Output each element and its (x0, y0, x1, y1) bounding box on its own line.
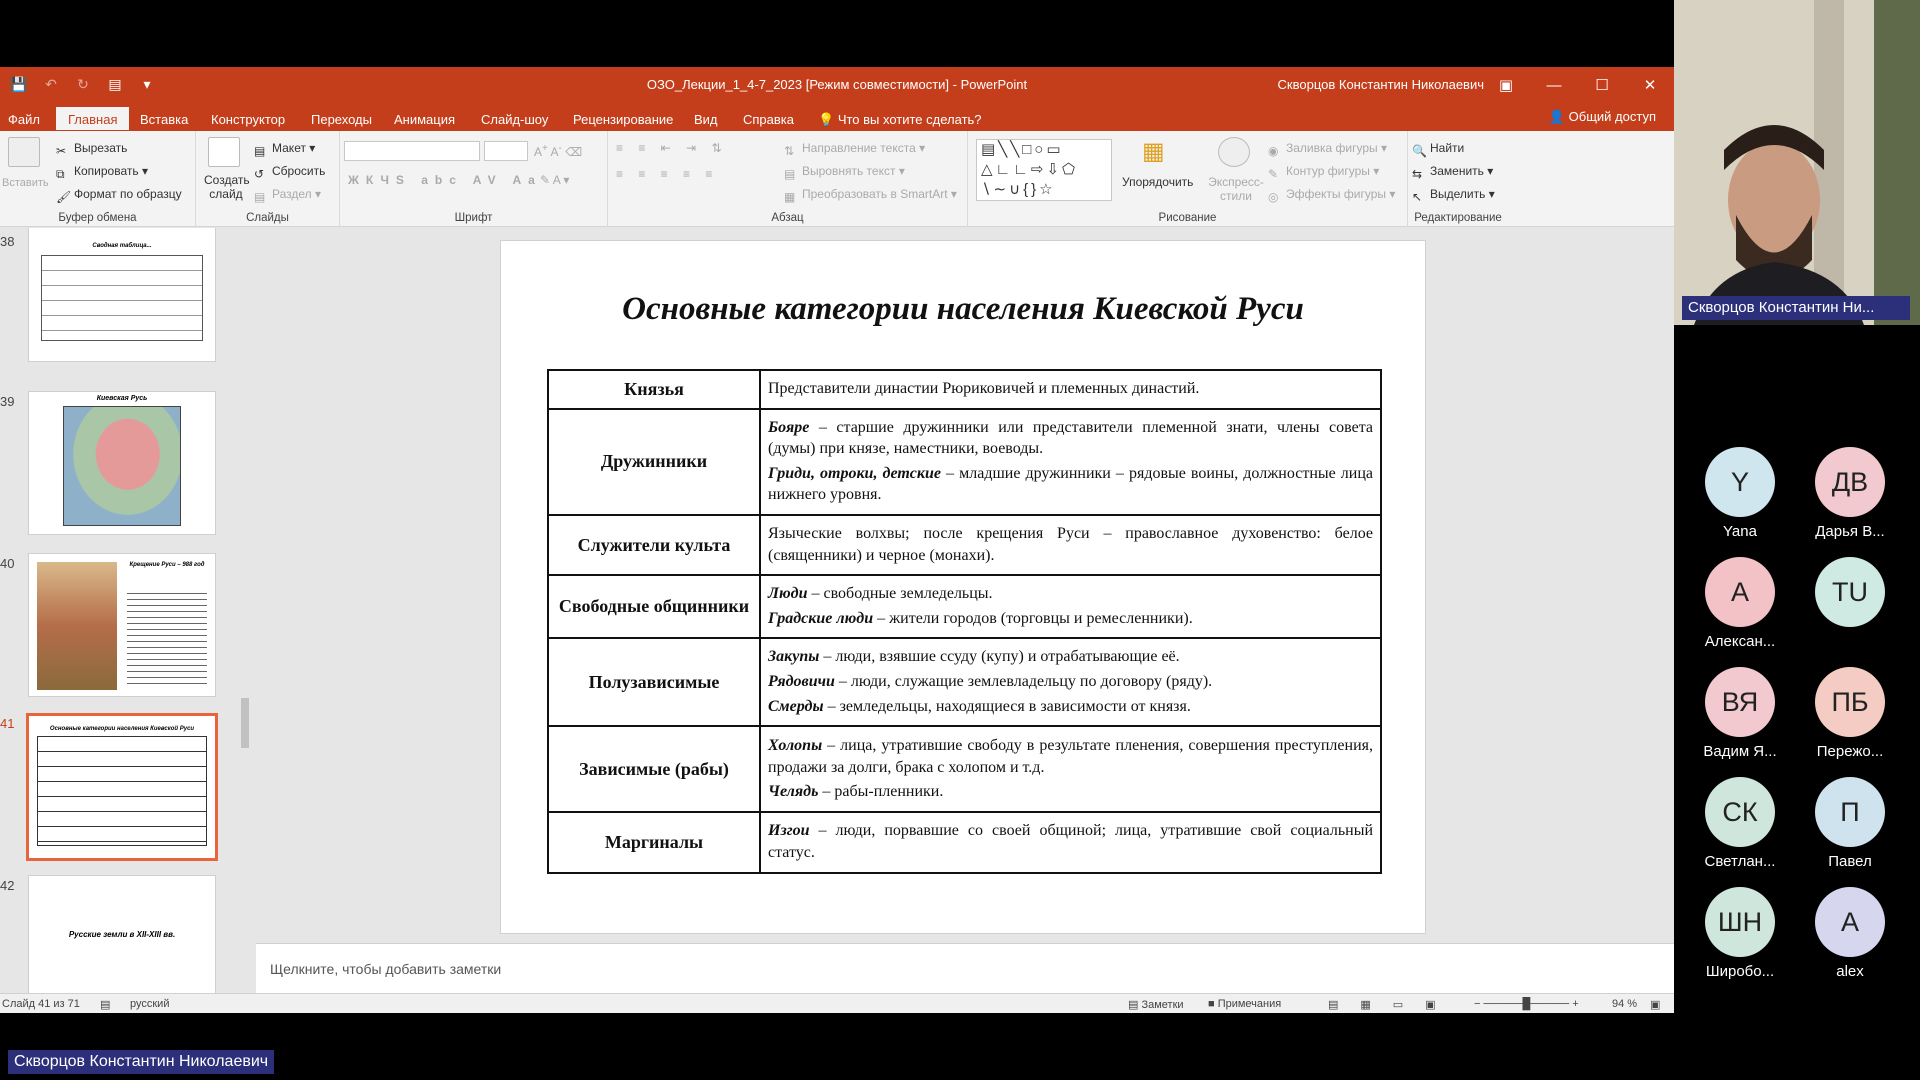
speaker-video-frame (1674, 0, 1920, 325)
participant-name: Вадим Я... (1703, 743, 1777, 760)
tab-file[interactable]: Файл (8, 112, 40, 127)
new-slide-button[interactable]: Создать слайд (204, 173, 250, 202)
definition: Представители династии Рюриковичей и племенных династий. (768, 380, 1200, 397)
slides-group (196, 131, 340, 227)
cut-button[interactable] (56, 141, 127, 158)
participant-tile[interactable] (1685, 557, 1795, 650)
term: Изгои (768, 822, 810, 840)
replace-label: Заменить (1430, 164, 1484, 178)
slide-thumbnail-41-selected[interactable] (26, 713, 218, 861)
category-cell: Маргиналы (548, 812, 760, 872)
arrange-icon: ▦ (1142, 138, 1165, 165)
section-icon: ▤ (254, 190, 266, 204)
tell-me-search[interactable] (818, 108, 982, 131)
smartart-label: Преобразовать в SmartArt (802, 187, 948, 201)
definition: – лица, утратившие свободу в результате пленения, совершения преступления, продажи за долги, брака с холопом и т.д. (768, 736, 1373, 776)
shape-effects-label: Эффекты фигуры (1286, 187, 1387, 201)
search-icon: 🔍 (1412, 144, 1427, 158)
avatar: ДВ (1815, 447, 1885, 517)
lightbulb-icon: 💡 (818, 112, 835, 127)
spellcheck-icon[interactable]: ▤ (100, 999, 111, 1011)
category-cell: Свободные общинники (548, 575, 760, 638)
align-text-label: Выровнять текст (802, 164, 896, 178)
participant-name: alex (1836, 963, 1864, 980)
effects-icon: ◎ (1268, 190, 1279, 204)
avatar: А (1705, 557, 1775, 627)
account-name[interactable]: Скворцов Константин Николаевич (1277, 77, 1484, 92)
participant-tile[interactable] (1685, 777, 1795, 870)
thumbnail-map (63, 406, 181, 526)
description-line (768, 583, 1373, 605)
participant-name: Павел (1828, 853, 1872, 870)
slide-thumbnail-40[interactable] (28, 553, 216, 697)
arrange-button[interactable]: Упорядочить (1122, 175, 1194, 189)
scissors-icon: ✂ (56, 144, 67, 158)
thumbnail-title: Русские земли в XII-XIII вв. (68, 930, 176, 939)
participant-tile[interactable] (1795, 557, 1905, 633)
maximize-button[interactable]: ☐ (1595, 77, 1609, 94)
drawing-group (968, 131, 1408, 227)
table-row (548, 812, 1381, 872)
avatar: A (1815, 887, 1885, 957)
description-cell (760, 638, 1381, 726)
copy-button[interactable]: ⧉ Копировать ▾ (56, 164, 148, 181)
paste-icon[interactable] (8, 137, 40, 167)
copy-label: Копировать (74, 164, 139, 178)
avatar: СК (1705, 777, 1775, 847)
table-row (548, 370, 1381, 409)
definition: – жители городов (торговцы и ремесленники). (873, 609, 1193, 627)
description-line (768, 735, 1373, 778)
term: Градские люди (768, 609, 874, 627)
avatar: ВЯ (1705, 667, 1775, 737)
participant-tile[interactable] (1685, 667, 1795, 760)
description-line (768, 820, 1373, 863)
pen-icon: ✎ (1268, 167, 1279, 181)
definition: Языческие волхвы; после крещения Руси – православное духовенство: белое (священники) и черное (монахи). (768, 524, 1373, 564)
paste-button[interactable]: Вставить (2, 177, 49, 189)
participant-name: Широбо... (1705, 963, 1775, 980)
definition: – люди, взявшие ссуду (купу) и отрабатывающие её. (819, 648, 1180, 666)
avatar: TU (1815, 557, 1885, 627)
person-icon: 👤 (1548, 109, 1566, 124)
slide-title[interactable]: Основные категории населения Киевской Руси (622, 291, 1304, 327)
find-label: Найти (1430, 141, 1465, 155)
select-label: Выделить (1430, 187, 1486, 201)
participant-tile[interactable] (1795, 777, 1905, 870)
section-label: Раздел (272, 187, 312, 201)
participant-name: Пережо... (1816, 743, 1884, 760)
shape-effects-button[interactable]: ◎ Эффекты фигуры ▾ (1268, 187, 1396, 204)
zoom-level[interactable]: 94 % (1612, 998, 1638, 1010)
copy-icon: ⧉ (56, 167, 65, 181)
definition: – старшие дружинники или представители племенной знати, члены совета (думы) при князе, наместники, воеводы. (768, 418, 1373, 458)
shape-fill-button[interactable]: ◉ Заливка фигуры ▾ (1268, 141, 1387, 158)
text-direction-button[interactable]: ⇅ Направление текста ▾ (784, 141, 926, 158)
term: Гриди, отроки, детские (768, 464, 941, 482)
term: Челядь (768, 783, 819, 801)
clipboard-group (0, 131, 196, 227)
slide-thumbnails-pane (0, 228, 250, 993)
shape-outline-button[interactable]: ✎ Контур фигуры ▾ (1268, 164, 1380, 181)
shape-outline-label: Контур фигуры (1286, 164, 1370, 178)
term: Люди (768, 585, 808, 603)
language-indicator[interactable]: русский (130, 998, 170, 1010)
shape-fill-label: Заливка фигуры (1286, 141, 1378, 155)
thumbnail-title: Киевская Русь (96, 395, 148, 402)
avatar: П (1815, 777, 1885, 847)
quick-styles-icon (1218, 137, 1250, 167)
description-cell (760, 515, 1381, 575)
slide-thumbnail-39[interactable] (28, 391, 216, 535)
ribbon-tabs (0, 103, 1674, 131)
shapes-gallery[interactable]: ▤╲╲□○▭ △∟∟⇨⇩⬠ ∖∼∪{}☆ (976, 139, 1112, 201)
participant-tile[interactable] (1795, 447, 1905, 540)
format-painter-label: Формат по образцу (74, 187, 182, 201)
reset-label: Сбросить (272, 164, 326, 178)
reset-icon: ↺ (254, 167, 265, 181)
participant-name: Yana (1723, 523, 1757, 540)
description-cell (760, 370, 1381, 409)
notes-toggle[interactable]: ▤ Заметки (1128, 999, 1184, 1011)
table-row (548, 638, 1381, 726)
document-title: ОЗО_Лекции_1_4-7_2023 [Режим совместимости] - PowerPoint (646, 77, 1028, 92)
description-line (768, 781, 1373, 803)
tab-design[interactable]: Конструктор (211, 112, 286, 127)
presenter-name-label: Скворцов Константин Николаевич (8, 1050, 274, 1074)
comments-toggle[interactable]: ■ Примечания (1208, 998, 1282, 1010)
undo-icon[interactable]: ↶ (45, 75, 57, 92)
thumbnail-title: Сводная таблица... (92, 243, 152, 249)
text-direction-icon: ⇅ (784, 144, 795, 158)
replace-button[interactable]: ⇆ Заменить ▾ (1412, 164, 1494, 181)
description-line (768, 378, 1373, 400)
font-size-controls[interactable]: A+ A- ⌫ (534, 143, 583, 159)
fit-to-window-icon[interactable]: ▣ (1650, 999, 1661, 1011)
definition: – младшие дружинники – рядовые воины, должностные лица нижнего уровня. (768, 464, 1373, 504)
smartart-icon: ▦ (784, 190, 796, 204)
thumbnail-number: 42 (0, 878, 15, 893)
format-painter-button[interactable] (56, 187, 182, 204)
table-row (548, 515, 1381, 575)
slide-thumbnail-38[interactable] (28, 228, 216, 362)
slide-editing-area (256, 228, 1674, 943)
ribbon (0, 131, 1674, 227)
redo-icon[interactable]: ↻ (77, 75, 89, 92)
category-cell: Зависимые (рабы) (548, 726, 760, 812)
ribbon-display-options-icon[interactable]: ▣ (1498, 77, 1514, 94)
save-icon[interactable]: 💾 (10, 75, 28, 92)
term: Рядовичи (768, 673, 835, 691)
status-bar (0, 993, 1674, 1013)
participant-tile[interactable] (1685, 447, 1795, 540)
align-text-button[interactable]: ▤ Выровнять текст ▾ (784, 164, 905, 181)
definition: – люди, служащие землевладельцу по договору (ряду). (834, 673, 1213, 691)
avatar: ШН (1705, 887, 1775, 957)
new-slide-icon[interactable] (208, 137, 240, 167)
close-button[interactable]: ✕ (1643, 77, 1657, 94)
tell-me-label: Что вы хотите сделать? (837, 112, 982, 127)
clipboard-group-label: Буфер обмена (58, 212, 137, 224)
replace-icon: ⇆ (1412, 167, 1423, 181)
thumbnail-bullets (127, 588, 207, 684)
font-group-label: Шрифт (454, 212, 493, 224)
zoom-slider[interactable]: − ─────█───── + (1474, 998, 1579, 1010)
table-row (548, 575, 1381, 638)
participant-tile[interactable] (1685, 887, 1795, 980)
thumbnail-table (37, 736, 207, 846)
category-cell: Князья (548, 370, 760, 409)
avatar: ПБ (1815, 667, 1885, 737)
category-cell: Полузависимые (548, 638, 760, 726)
description-line (768, 417, 1373, 460)
thumbnail-number: 39 (0, 394, 15, 409)
description-line (768, 696, 1373, 718)
customize-qat-icon[interactable]: ▾ (143, 75, 151, 92)
minimize-button[interactable]: — (1546, 76, 1562, 94)
layout-icon: ▤ (254, 144, 266, 158)
cursor-icon: ↖ (1412, 190, 1423, 204)
description-line (768, 523, 1373, 566)
paragraph-group (608, 131, 968, 227)
category-cell: Дружинники (548, 409, 760, 515)
window-controls (1482, 67, 1674, 103)
term: Закупы (768, 648, 820, 666)
align-buttons[interactable]: ≡ ≡ ≡ ≡ ≡ (616, 167, 719, 181)
font-group (340, 131, 608, 227)
description-cell (760, 575, 1381, 638)
speaker-name-label: Скворцов Константин Ни... (1682, 296, 1910, 320)
term: Бояре (768, 418, 810, 436)
description-cell (760, 409, 1381, 515)
description-line (768, 671, 1373, 693)
participant-name: Светлан... (1704, 853, 1776, 870)
definition: – свободные земледельцы. (807, 585, 993, 603)
tab-help[interactable]: Справка (743, 112, 794, 127)
category-cell: Служители культа (548, 515, 760, 575)
comments-toggle-label: Примечания (1217, 998, 1282, 1010)
thumbnail-table (41, 255, 203, 341)
tab-slideshow[interactable]: Слайд-шоу (481, 112, 549, 127)
participant-name: Дарья В... (1815, 523, 1885, 540)
paint-bucket-icon: ◉ (1268, 144, 1279, 158)
thumbnail-number: 38 (0, 234, 15, 249)
paragraph-group-label: Абзац (771, 212, 804, 224)
thumbnail-title: Крещение Руси – 988 год (129, 562, 205, 568)
definition: – люди, порвавшие со своей общиной; лица, утратившие свой социальный статус. (768, 822, 1373, 861)
view-buttons[interactable]: ▤▦▭▣ (1328, 999, 1458, 1011)
table-row (548, 726, 1381, 812)
slides-group-label: Слайды (246, 212, 289, 224)
layout-label: Макет (272, 141, 306, 155)
tab-home[interactable]: Главная (56, 107, 129, 130)
definition: – рабы-пленники. (818, 783, 944, 801)
thumbnail-title: Основные категории населения Киевской Руси (49, 726, 195, 732)
slide-thumbnail-42[interactable] (28, 875, 216, 993)
quick-styles-button[interactable]: Экспресс-стили (1208, 175, 1264, 204)
scrollbar-thumb[interactable] (241, 698, 249, 748)
drawing-group-label: Рисование (1158, 212, 1217, 224)
thumbnails-scrollbar[interactable] (238, 228, 252, 993)
find-button[interactable] (1412, 141, 1464, 158)
share-button[interactable] (1549, 109, 1656, 125)
tab-view[interactable]: Вид (694, 112, 718, 127)
tab-transitions[interactable]: Переходы (311, 112, 372, 127)
text-direction-label: Направление текста (802, 141, 916, 155)
description-line (768, 608, 1373, 630)
tab-insert[interactable]: Вставка (140, 112, 189, 127)
notes-pane[interactable] (256, 943, 1674, 993)
participant-tile[interactable] (1795, 887, 1905, 980)
smartart-button[interactable]: ▦ Преобразовать в SmartArt ▾ (784, 187, 957, 204)
title-bar (0, 67, 1674, 103)
description-cell (760, 726, 1381, 812)
notes-toggle-label: Заметки (1141, 999, 1184, 1011)
section-button[interactable]: ▤ Раздел ▾ (254, 187, 322, 204)
reset-button[interactable] (254, 164, 325, 181)
table-row (548, 409, 1381, 515)
font-style-buttons[interactable]: ЖКЧS abc AV Aa (348, 173, 542, 187)
participant-name: Алексан... (1704, 633, 1776, 650)
description-line (768, 463, 1373, 506)
term: Холопы (768, 736, 823, 754)
editing-group (1408, 131, 1508, 227)
term: Смерды (768, 697, 824, 715)
definition: – земледельцы, находящиеся в зависимости от князя. (823, 697, 1191, 715)
thumbnail-icon-image (37, 562, 117, 690)
font-color-buttons[interactable]: ✎ A ▾ (540, 173, 570, 187)
description-line (768, 646, 1373, 668)
avatar: Y (1705, 447, 1775, 517)
powerpoint-window (0, 67, 1674, 1013)
population-categories-table[interactable] (547, 369, 1382, 874)
layout-button[interactable]: ▤ Макет ▾ (254, 141, 316, 158)
slide[interactable] (500, 240, 1426, 934)
editing-group-label: Редактирование (1414, 212, 1502, 224)
participant-tile[interactable] (1795, 667, 1905, 760)
align-text-icon: ▤ (784, 167, 796, 181)
tab-animations[interactable]: Анимация (394, 112, 456, 127)
cut-label: Вырезать (74, 141, 128, 155)
tab-review[interactable]: Рецензирование (573, 112, 674, 127)
slide-counter: Слайд 41 из 71 (2, 998, 80, 1010)
select-button[interactable]: ↖ Выделить ▾ (1412, 187, 1495, 204)
thumbnail-number: 41 (0, 716, 15, 731)
thumbnail-number: 40 (0, 556, 15, 571)
description-cell (760, 812, 1381, 872)
paintbrush-icon: 🖌 (56, 190, 72, 204)
font-size-select[interactable] (484, 141, 528, 161)
font-name-select[interactable] (344, 141, 480, 161)
slideshow-from-start-icon[interactable]: ▤ (108, 75, 122, 92)
notes-placeholder: Щелкните, чтобы добавить заметки (270, 961, 502, 977)
share-label: Общий доступ (1568, 109, 1656, 124)
list-buttons[interactable]: ≡ ≡ ⇤ ⇥ ⇅ (616, 141, 728, 155)
speaker-video (1674, 0, 1920, 325)
